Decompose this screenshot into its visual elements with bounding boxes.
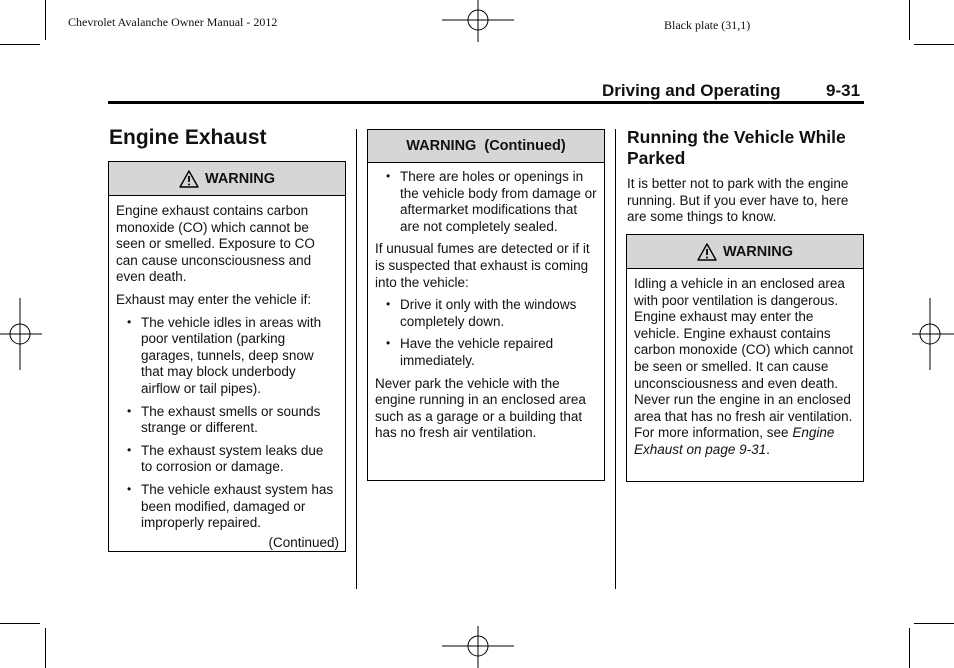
page-title: Engine Exhaust (109, 126, 267, 149)
page-number: 9-31 (826, 81, 861, 100)
warning-list (375, 297, 597, 369)
crop-mark (45, 0, 46, 40)
continued-label: (Continued) (268, 534, 339, 550)
warning-header (627, 235, 863, 269)
crop-mark (909, 628, 910, 668)
warning-box-continued (367, 129, 605, 481)
intro-paragraph: It is better not to park with the engine running. But if you ever have to, here are some things to know. (627, 176, 849, 225)
warning-text: Idling a vehicle in an enclosed area with poor ventilation is dangerous. Engine exhaust may enter the vehicle. Engine exhaust contains carbon monoxide (CO) which cannot be seen or smelled. It can cause unconsciousness and even death. Never run the engine in an enclosed area that has no fresh air ventilation. For more information, see (634, 276, 854, 441)
manual-title: Chevrolet Avalanche Owner Manual - 2012 (68, 15, 278, 29)
warning-triangle-icon (697, 243, 717, 261)
warning-heading: WARNING (722, 243, 794, 260)
warning-body (109, 196, 345, 557)
section-title: Driving and Operating (602, 81, 781, 100)
crop-mark (909, 0, 910, 40)
warning-heading: WARNING (Continued) (406, 138, 566, 154)
crop-mark (45, 628, 46, 668)
list-item: • There are holes or openings in the vehicle body from damage or aftermarket modifications that are not completely sealed. (400, 169, 597, 235)
warning-list (116, 315, 338, 532)
list-item: • The exhaust smells or sounds strange or different. (141, 404, 338, 437)
list-item: • The vehicle idles in areas with poor ventilation (parking garages, tunnels, deep snow that may block underbody airflow or tail pipes). (141, 315, 338, 398)
crop-mark (914, 44, 954, 45)
warning-header (109, 162, 345, 196)
subsection-title: Running the Vehicle While Parked (627, 127, 846, 168)
list-item: • Have the vehicle repaired immediately. (400, 336, 597, 369)
warning-body (627, 269, 863, 465)
warning-paragraph: Engine exhaust contains carbon monoxide (CO) which cannot be seen or smelled. Exposure to CO can cause unconsciousness and even death. (116, 203, 315, 285)
warning-box (108, 161, 346, 552)
crop-mark (0, 623, 40, 624)
crosshair-registration-icon (440, 0, 516, 44)
warning-triangle-icon (179, 170, 199, 188)
header-rule (108, 101, 864, 104)
plate-label: Black plate (31,1) (664, 18, 751, 32)
warning-list (375, 169, 597, 235)
column-divider (615, 129, 616, 589)
list-item: • The exhaust system leaks due to corrosion or damage. (141, 443, 338, 476)
crop-mark (0, 44, 40, 45)
crop-mark (914, 623, 954, 624)
warning-heading: WARNING (204, 170, 276, 187)
column-divider (356, 129, 357, 589)
warning-paragraph: Exhaust may enter the vehicle if: (116, 291, 312, 307)
warning-text-end: . (766, 441, 770, 457)
crosshair-registration-icon (440, 624, 516, 668)
warning-box (626, 234, 864, 482)
cross-reference-link[interactable]: Engine Exhaust on page 9-31 (634, 425, 835, 457)
crosshair-registration-icon (910, 296, 954, 372)
warning-paragraph: If unusual fumes are detected or if it is suspected that exhaust is coming into the vehicle: (375, 241, 590, 290)
warning-body (368, 163, 604, 454)
list-item: • Drive it only with the windows completely down. (400, 297, 597, 330)
warning-paragraph: Never park the vehicle with the engine running in an enclosed area such as a garage or a building that has no fresh air ventilation. (375, 375, 586, 441)
list-item: • The vehicle exhaust system has been modified, damaged or improperly repaired. (141, 482, 338, 532)
warning-header (368, 130, 604, 163)
crosshair-registration-icon (0, 296, 44, 372)
